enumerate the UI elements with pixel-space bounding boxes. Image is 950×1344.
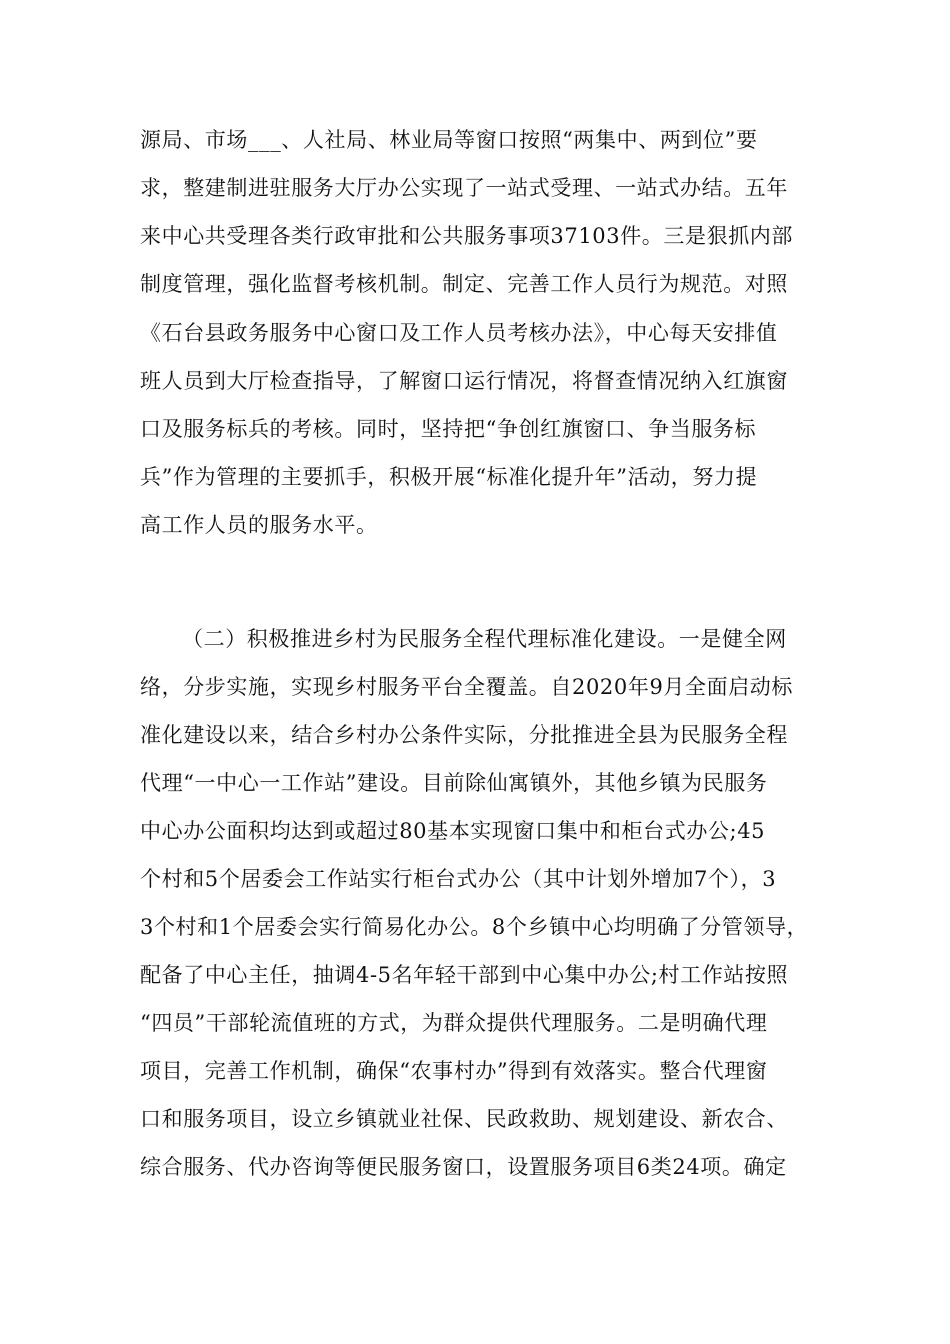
paragraph-2-line-1: （二）积极推进乡村为民服务全程代理标准化建设。一是健全网 — [182, 627, 787, 651]
paragraph-1-line-5: 《石台县政务服务中心窗口及工作人员考核办法》，中心每天安排值 — [140, 321, 778, 345]
paragraph-2-line-12: 综合服务、代办咨询等便民服务窗口，设置服务项目6类24项。确定 — [140, 1155, 787, 1179]
paragraph-2-line-4: 代理“一中心一工作站”建设。目前除仙寓镇外，其他乡镇为民服务 — [140, 771, 768, 795]
paragraph-1-line-9: 高工作人员的服务水平。 — [140, 513, 378, 537]
paragraph-1-line-6: 班人员到大厅检查指导，了解窗口运行情况，将督查情况纳入红旗窗 — [140, 369, 788, 393]
paragraph-2-line-10: 项目，完善工作机制，确保“农事村办”得到有效落实。整合代理窗 — [140, 1059, 768, 1083]
paragraph-1-line-1: 源局、市场___、人社局、林业局等窗口按照“两集中、两到位”要 — [140, 128, 758, 152]
paragraph-1-line-7: 口及服务标兵的考核。同时，坚持把“争创红旗窗口、争当服务标 — [140, 417, 757, 441]
paragraph-1-line-3: 来中心共受理各类行政审批和公共服务事项37103件。三是狠抓内部 — [140, 224, 794, 248]
paragraph-2-line-7: 3个村和1个居委会实行简易化办公。8个乡镇中心均明确了分管领导， — [140, 915, 809, 939]
paragraph-2-line-5: 中心办公面积均达到或超过80基本实现窗口集中和柜台式办公;45 — [140, 819, 766, 843]
paragraph-1-line-8: 兵”作为管理的主要抓手，积极开展“标准化提升年”活动，努力提 — [140, 465, 758, 489]
paragraph-1-line-4: 制度管理，强化监督考核机制。制定、完善工作人员行为规范。对照 — [140, 272, 788, 296]
paragraph-1-line-2: 求，整建制进驻服务大厅办公实现了一站式受理、一站式办结。五年 — [140, 176, 788, 200]
paragraph-2-line-6: 个村和5个居委会工作站实行柜台式办公（其中计划外增加7个），3 — [140, 867, 777, 891]
paragraph-2-line-2: 络，分步实施，实现乡村服务平台全覆盖。自2020年9月全面启动标 — [140, 675, 794, 699]
paragraph-2-line-8: 配备了中心主任，抽调4-5名年轻干部到中心集中办公;村工作站按照 — [140, 963, 789, 987]
paragraph-2-line-11: 口和服务项目，设立乡镇就业社保、民政救助、规划建设、新农合、 — [140, 1107, 788, 1131]
paragraph-2-line-3: 准化建设以来，结合乡村办公条件实际，分批推进全县为民服务全程 — [140, 723, 788, 747]
paragraph-2-line-9: “四员”干部轮流值班的方式，为群众提供代理服务。二是明确代理 — [140, 1011, 768, 1035]
